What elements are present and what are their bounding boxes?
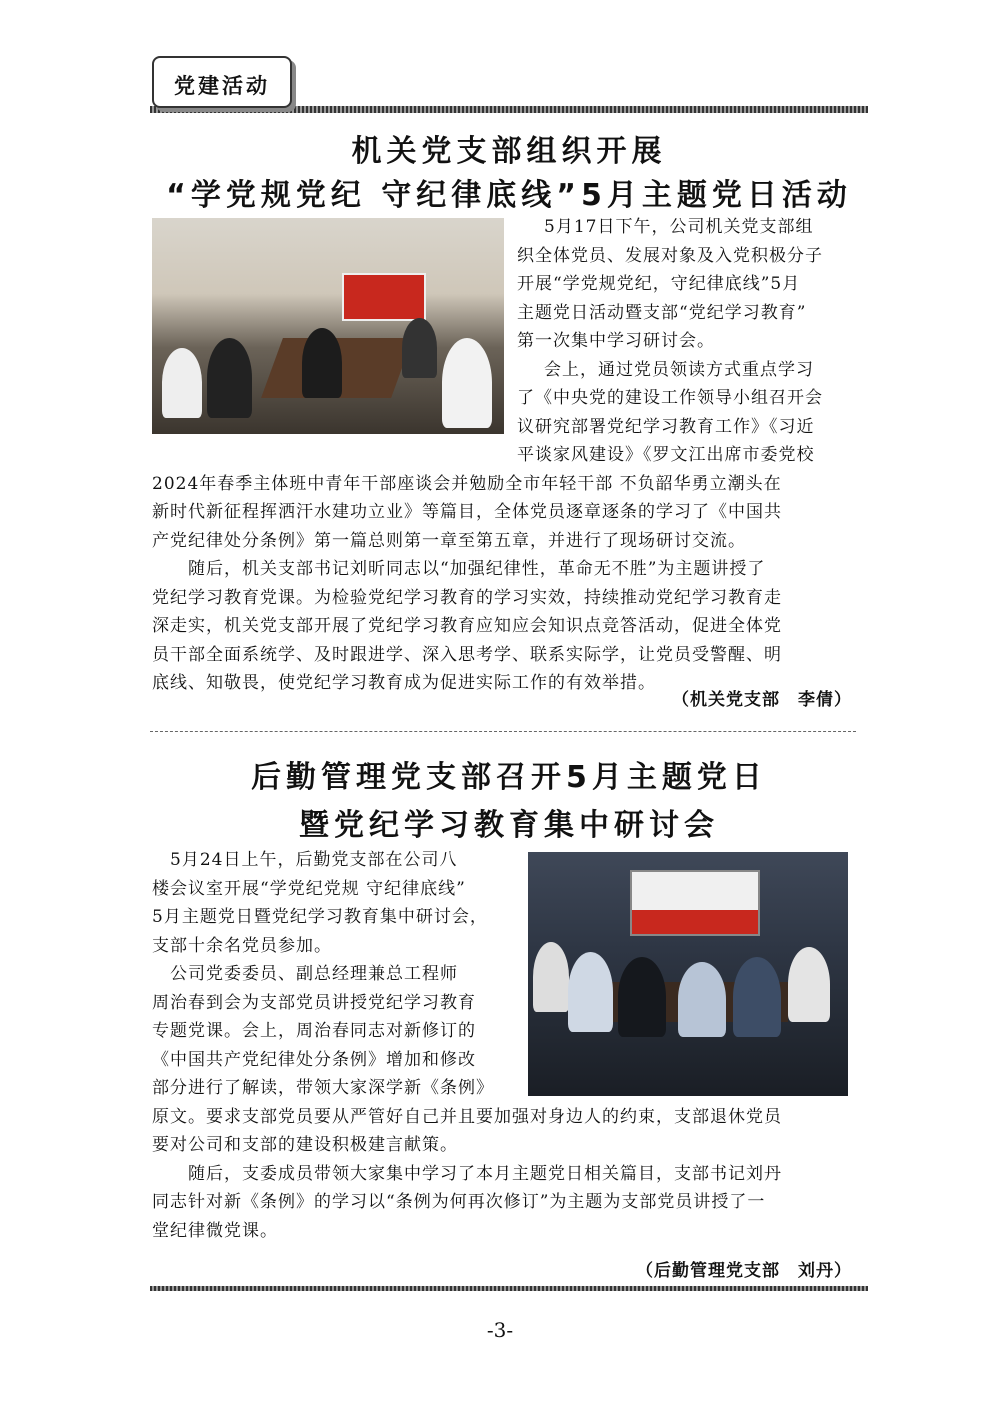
paragraph-line: 主题党日活动暨支部“党纪学习教育” bbox=[517, 302, 807, 323]
page-number: -3- bbox=[486, 1318, 514, 1342]
paragraph-line: 产党纪律处分条例》第一篇总则第一章至第五章，并进行了现场研讨交流。 bbox=[152, 530, 746, 551]
paragraph-line: 会上，通过党员领读方式重点学习 bbox=[526, 359, 814, 380]
paragraph-line: 开展“学党规党纪，守纪律底线”5月 bbox=[517, 274, 801, 294]
paragraph-line: 周治春到会为支部党员讲授党纪学习教育 bbox=[152, 992, 476, 1013]
article2-title-line2: 暨党纪学习教育集中研讨会 bbox=[299, 808, 719, 843]
paragraph-line: 新时代新征程挥洒汗水建功立业》等篇目，全体党员逐章逐条的学习了《中国共 bbox=[152, 502, 782, 522]
paragraph-line: 议研究部署党纪学习教育工作》《习近 bbox=[517, 416, 815, 437]
paragraph-line: 底线、知敬畏，使党纪学习教育成为促进实际工作的有效举措。 bbox=[152, 673, 656, 693]
paragraph-line: 党纪学习教育党课。为检验党纪学习教育的学习实效，持续推动党纪学习教育走 bbox=[152, 587, 782, 608]
paragraph-line: 原文。要求支部党员要从严管好自己并且要加强对身边人的约束，支部退休党员 bbox=[152, 1106, 782, 1127]
section-tab bbox=[152, 56, 292, 108]
bottom-rule bbox=[150, 1286, 868, 1291]
attendee bbox=[618, 957, 666, 1037]
paragraph-line: 堂纪律微党课。 bbox=[152, 1220, 278, 1241]
paragraph-line: 织全体党员、发展对象及入党积极分子 bbox=[517, 245, 823, 266]
paragraph-line: 支部十余名党员参加。 bbox=[152, 935, 332, 956]
attendee bbox=[442, 338, 492, 428]
article2-title-line1: 后勤管理党支部召开5月主题党日 bbox=[251, 760, 767, 795]
meeting-screen bbox=[630, 870, 760, 936]
paragraph-line: 深走实，机关党支部开展了党纪学习教育应知应会知识点竞答活动，促进全体党 bbox=[152, 616, 782, 636]
attendee bbox=[733, 957, 781, 1037]
paragraph-line: 5月17日下午，公司机关党支部组 bbox=[526, 217, 814, 237]
attendee bbox=[568, 952, 613, 1032]
paragraph-line: 平谈家风建设》《罗文江出席市委党校 bbox=[517, 445, 815, 465]
attendee bbox=[678, 962, 726, 1037]
article2-photo bbox=[528, 852, 848, 1096]
paragraph-line: 公司党委委员、副总经理兼总工程师 bbox=[152, 964, 458, 984]
article1-photo bbox=[152, 218, 504, 434]
paragraph-line: 了《中央党的建设工作领导小组召开会 bbox=[517, 388, 823, 408]
attendee bbox=[402, 318, 437, 378]
paragraph-line: 要对公司和支部的建设积极建言献策。 bbox=[152, 1135, 458, 1155]
attendee bbox=[788, 947, 830, 1022]
paragraph-line: 5月主题党日暨党纪学习教育集中研讨会， bbox=[152, 907, 488, 927]
article1-title-line1: 机关党支部组织开展 bbox=[351, 134, 667, 169]
paragraph-line: 《中国共产党纪律处分条例》增加和修改 bbox=[152, 1049, 476, 1070]
attendee bbox=[207, 338, 252, 418]
paragraph-line: 随后，支委成员带领大家集中学习了本月主题党日相关篇目，支部书记刘丹 bbox=[170, 1163, 782, 1184]
attendee bbox=[162, 348, 202, 418]
meeting-screen bbox=[342, 273, 426, 321]
paragraph-line: 员干部全面系统学、及时跟进学、深入思考学、联系实际学，让党员受警醒、明 bbox=[152, 644, 782, 665]
article1-title-line2: “学党规党纪 守纪律底线”5月主题党日活动 bbox=[166, 178, 852, 213]
paragraph-line: 5月24日上午，后勤党支部在公司八 bbox=[152, 850, 458, 870]
article1-signature: （机关党支部 李倩） bbox=[672, 690, 852, 710]
paragraph-line: 同志针对新《条例》的学习以“条例为何再次修订”为主题为支部党员讲授了一 bbox=[152, 1192, 766, 1212]
paragraph-line: 部分进行了解读，带领大家深学新《条例》 bbox=[152, 1078, 494, 1098]
attendee bbox=[533, 942, 569, 1012]
section-tab-label: 党建活动 bbox=[174, 74, 270, 98]
attendee bbox=[302, 328, 342, 398]
article-divider bbox=[150, 731, 856, 732]
paragraph-line: 第一次集中学习研讨会。 bbox=[517, 331, 715, 351]
paragraph-line: 随后，机关支部书记刘昕同志以“加强纪律性，革命无不胜”为主题讲授了 bbox=[170, 559, 766, 579]
article2-signature: （后勤管理党支部 刘丹） bbox=[636, 1261, 852, 1281]
paragraph-line: 楼会议室开展“学党纪党规 守纪律底线” bbox=[152, 878, 466, 899]
paragraph-line: 2024年春季主体班中青年干部座谈会并勉励全市年轻干部 不负韶华勇立潮头在 bbox=[152, 473, 782, 494]
paragraph-line: 专题党课。会上，周治春同志对新修订的 bbox=[152, 1021, 476, 1041]
